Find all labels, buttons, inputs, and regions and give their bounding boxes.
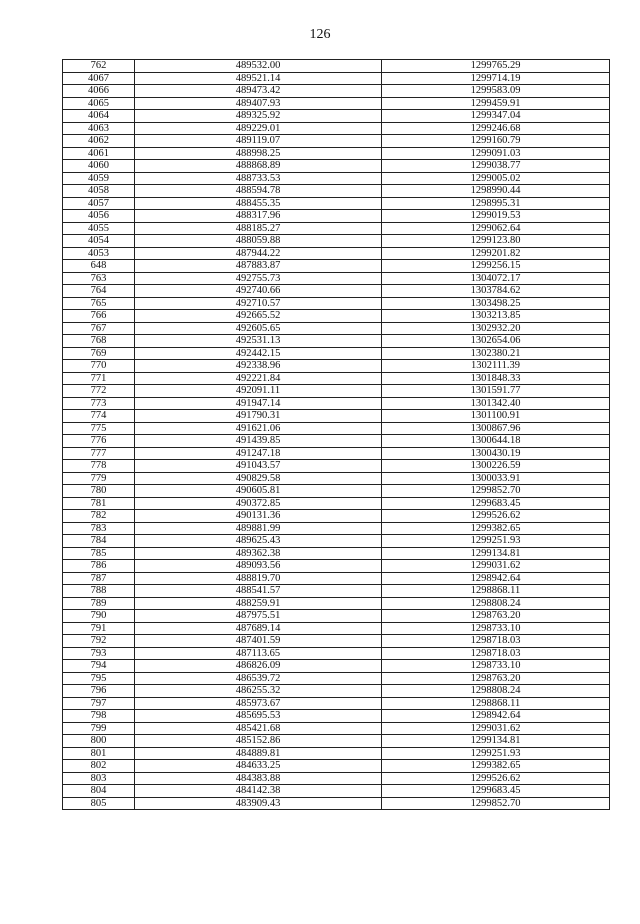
y-coordinate-cell: 1298990.44 <box>382 185 610 198</box>
x-coordinate-cell: 489625.43 <box>135 535 382 548</box>
table-row <box>63 122 610 135</box>
table-row <box>63 247 610 260</box>
x-coordinate-cell: 490829.58 <box>135 472 382 485</box>
table-row <box>63 372 610 385</box>
x-coordinate-cell: 491621.06 <box>135 422 382 435</box>
y-coordinate-cell: 1302111.39 <box>382 360 610 373</box>
y-coordinate-cell: 1299160.79 <box>382 135 610 148</box>
point-number-cell: 779 <box>63 472 135 485</box>
x-coordinate-cell: 491043.57 <box>135 460 382 473</box>
x-coordinate-cell: 489093.56 <box>135 560 382 573</box>
point-number-cell: 796 <box>63 685 135 698</box>
x-coordinate-cell: 492740.66 <box>135 285 382 298</box>
x-coordinate-cell: 484633.25 <box>135 760 382 773</box>
point-number-cell: 788 <box>63 585 135 598</box>
y-coordinate-cell: 1298868.11 <box>382 697 610 710</box>
point-number-cell: 789 <box>63 597 135 610</box>
point-number-cell: 801 <box>63 747 135 760</box>
table-row <box>63 285 610 298</box>
point-number-cell: 4058 <box>63 185 135 198</box>
x-coordinate-cell: 490605.81 <box>135 485 382 498</box>
x-coordinate-cell: 485421.68 <box>135 722 382 735</box>
point-number-cell: 793 <box>63 647 135 660</box>
x-coordinate-cell: 485152.86 <box>135 735 382 748</box>
x-coordinate-cell: 489521.14 <box>135 72 382 85</box>
table-row <box>63 310 610 323</box>
x-coordinate-cell: 484383.88 <box>135 772 382 785</box>
page-number: 126 <box>309 27 331 42</box>
point-number-cell: 798 <box>63 710 135 723</box>
y-coordinate-cell: 1299062.64 <box>382 222 610 235</box>
table-row <box>63 510 610 523</box>
x-coordinate-cell: 492091.11 <box>135 385 382 398</box>
table-row <box>63 197 610 210</box>
x-coordinate-cell: 489532.00 <box>135 60 382 73</box>
table-row <box>63 747 610 760</box>
x-coordinate-cell: 488059.88 <box>135 235 382 248</box>
table-row <box>63 235 610 248</box>
table-row <box>63 547 610 560</box>
x-coordinate-cell: 492755.73 <box>135 272 382 285</box>
x-coordinate-cell: 486826.09 <box>135 660 382 673</box>
x-coordinate-cell: 491790.31 <box>135 410 382 423</box>
x-coordinate-cell: 491247.18 <box>135 447 382 460</box>
point-number-cell: 4060 <box>63 160 135 173</box>
point-number-cell: 781 <box>63 497 135 510</box>
table-row <box>63 147 610 160</box>
point-number-cell: 648 <box>63 260 135 273</box>
table-row <box>63 185 610 198</box>
table-row <box>63 772 610 785</box>
table-row <box>63 335 610 348</box>
y-coordinate-cell: 1301591.77 <box>382 385 610 398</box>
point-number-cell: 786 <box>63 560 135 573</box>
y-coordinate-cell: 1298718.03 <box>382 647 610 660</box>
y-coordinate-cell: 1299201.82 <box>382 247 610 260</box>
point-number-cell: 4059 <box>63 172 135 185</box>
table-row <box>63 272 610 285</box>
y-coordinate-cell: 1298808.24 <box>382 685 610 698</box>
y-coordinate-cell: 1298808.24 <box>382 597 610 610</box>
x-coordinate-cell: 487975.51 <box>135 610 382 623</box>
y-coordinate-cell: 1299256.15 <box>382 260 610 273</box>
table-row <box>63 222 610 235</box>
x-coordinate-cell: 489407.93 <box>135 97 382 110</box>
table-row <box>63 397 610 410</box>
table-row <box>63 460 610 473</box>
table-row <box>63 710 610 723</box>
table-row <box>63 260 610 273</box>
table-row <box>63 297 610 310</box>
y-coordinate-cell: 1298763.20 <box>382 610 610 623</box>
x-coordinate-cell: 485973.67 <box>135 697 382 710</box>
table-row <box>63 585 610 598</box>
y-coordinate-cell: 1299526.62 <box>382 772 610 785</box>
point-number-cell: 799 <box>63 722 135 735</box>
y-coordinate-cell: 1299005.02 <box>382 172 610 185</box>
point-number-cell: 777 <box>63 447 135 460</box>
x-coordinate-cell: 487944.22 <box>135 247 382 260</box>
point-number-cell: 770 <box>63 360 135 373</box>
y-coordinate-cell: 1299134.81 <box>382 547 610 560</box>
y-coordinate-cell: 1299246.68 <box>382 122 610 135</box>
table-row <box>63 435 610 448</box>
table-row <box>63 722 610 735</box>
point-number-cell: 797 <box>63 697 135 710</box>
point-number-cell: 792 <box>63 635 135 648</box>
y-coordinate-cell: 1299459.91 <box>382 97 610 110</box>
point-number-cell: 764 <box>63 285 135 298</box>
table-row <box>63 522 610 535</box>
y-coordinate-cell: 1299031.62 <box>382 722 610 735</box>
x-coordinate-cell: 492531.13 <box>135 335 382 348</box>
table-row <box>63 97 610 110</box>
point-number-cell: 773 <box>63 397 135 410</box>
table-row <box>63 660 610 673</box>
y-coordinate-cell: 1299134.81 <box>382 735 610 748</box>
point-number-cell: 776 <box>63 435 135 448</box>
table-row <box>63 535 610 548</box>
x-coordinate-cell: 491947.14 <box>135 397 382 410</box>
point-number-cell: 802 <box>63 760 135 773</box>
x-coordinate-cell: 486539.72 <box>135 672 382 685</box>
x-coordinate-cell: 489119.07 <box>135 135 382 148</box>
point-number-cell: 4054 <box>63 235 135 248</box>
y-coordinate-cell: 1301100.91 <box>382 410 610 423</box>
table-row <box>63 72 610 85</box>
point-number-cell: 780 <box>63 485 135 498</box>
x-coordinate-cell: 487689.14 <box>135 622 382 635</box>
y-coordinate-cell: 1302932.20 <box>382 322 610 335</box>
table-row <box>63 360 610 373</box>
point-number-cell: 4055 <box>63 222 135 235</box>
table-row <box>63 597 610 610</box>
y-coordinate-cell: 1300226.59 <box>382 460 610 473</box>
point-number-cell: 769 <box>63 347 135 360</box>
point-number-cell: 4065 <box>63 97 135 110</box>
x-coordinate-cell: 485695.53 <box>135 710 382 723</box>
point-number-cell: 768 <box>63 335 135 348</box>
point-number-cell: 4061 <box>63 147 135 160</box>
y-coordinate-cell: 1303498.25 <box>382 297 610 310</box>
point-number-cell: 791 <box>63 622 135 635</box>
x-coordinate-cell: 488259.91 <box>135 597 382 610</box>
point-number-cell: 4066 <box>63 85 135 98</box>
point-number-cell: 794 <box>63 660 135 673</box>
point-number-cell: 772 <box>63 385 135 398</box>
table-row <box>63 685 610 698</box>
table-row <box>63 622 610 635</box>
point-number-cell: 782 <box>63 510 135 523</box>
y-coordinate-cell: 1301848.33 <box>382 372 610 385</box>
table-row <box>63 572 610 585</box>
point-number-cell: 783 <box>63 522 135 535</box>
x-coordinate-cell: 492605.65 <box>135 322 382 335</box>
y-coordinate-cell: 1300033.91 <box>382 472 610 485</box>
y-coordinate-cell: 1299526.62 <box>382 510 610 523</box>
point-number-cell: 767 <box>63 322 135 335</box>
point-number-cell: 785 <box>63 547 135 560</box>
y-coordinate-cell: 1300644.18 <box>382 435 610 448</box>
y-coordinate-cell: 1299038.77 <box>382 160 610 173</box>
y-coordinate-cell: 1298763.20 <box>382 672 610 685</box>
table-row <box>63 85 610 98</box>
table-row <box>63 797 610 810</box>
y-coordinate-cell: 1298995.31 <box>382 197 610 210</box>
point-number-cell: 790 <box>63 610 135 623</box>
point-number-cell: 787 <box>63 572 135 585</box>
coordinates-table <box>62 59 610 810</box>
y-coordinate-cell: 1299852.70 <box>382 485 610 498</box>
table-row <box>63 447 610 460</box>
y-coordinate-cell: 1304072.17 <box>382 272 610 285</box>
y-coordinate-cell: 1302654.06 <box>382 335 610 348</box>
point-number-cell: 804 <box>63 785 135 798</box>
y-coordinate-cell: 1299251.93 <box>382 535 610 548</box>
x-coordinate-cell: 492710.57 <box>135 297 382 310</box>
table-row <box>63 697 610 710</box>
y-coordinate-cell: 1303784.62 <box>382 285 610 298</box>
x-coordinate-cell: 488455.35 <box>135 197 382 210</box>
y-coordinate-cell: 1298942.64 <box>382 572 610 585</box>
y-coordinate-cell: 1299123.80 <box>382 235 610 248</box>
point-number-cell: 784 <box>63 535 135 548</box>
table-row <box>63 385 610 398</box>
x-coordinate-cell: 490131.36 <box>135 510 382 523</box>
table-row <box>63 760 610 773</box>
table-row <box>63 322 610 335</box>
x-coordinate-cell: 487883.87 <box>135 260 382 273</box>
y-coordinate-cell: 1300867.96 <box>382 422 610 435</box>
x-coordinate-cell: 488541.57 <box>135 585 382 598</box>
x-coordinate-cell: 489881.99 <box>135 522 382 535</box>
x-coordinate-cell: 488185.27 <box>135 222 382 235</box>
x-coordinate-cell: 491439.85 <box>135 435 382 448</box>
table-row <box>63 560 610 573</box>
table-row <box>63 485 610 498</box>
point-number-cell: 766 <box>63 310 135 323</box>
y-coordinate-cell: 1298733.10 <box>382 660 610 673</box>
x-coordinate-cell: 488819.70 <box>135 572 382 585</box>
x-coordinate-cell: 492221.84 <box>135 372 382 385</box>
x-coordinate-cell: 489473.42 <box>135 85 382 98</box>
x-coordinate-cell: 484889.81 <box>135 747 382 760</box>
x-coordinate-cell: 492665.52 <box>135 310 382 323</box>
y-coordinate-cell: 1298942.64 <box>382 710 610 723</box>
y-coordinate-cell: 1299382.65 <box>382 760 610 773</box>
point-number-cell: 4053 <box>63 247 135 260</box>
table-row <box>63 422 610 435</box>
x-coordinate-cell: 484142.38 <box>135 785 382 798</box>
table-row <box>63 347 610 360</box>
x-coordinate-cell: 488733.53 <box>135 172 382 185</box>
y-coordinate-cell: 1300430.19 <box>382 447 610 460</box>
y-coordinate-cell: 1299583.09 <box>382 85 610 98</box>
point-number-cell: 762 <box>63 60 135 73</box>
point-number-cell: 4064 <box>63 110 135 123</box>
point-number-cell: 763 <box>63 272 135 285</box>
table-row <box>63 160 610 173</box>
table-row <box>63 497 610 510</box>
point-number-cell: 800 <box>63 735 135 748</box>
coordinates-table-body <box>63 60 610 810</box>
point-number-cell: 775 <box>63 422 135 435</box>
table-row <box>63 647 610 660</box>
point-number-cell: 805 <box>63 797 135 810</box>
y-coordinate-cell: 1298718.03 <box>382 635 610 648</box>
point-number-cell: 4057 <box>63 197 135 210</box>
point-number-cell: 771 <box>63 372 135 385</box>
y-coordinate-cell: 1299347.04 <box>382 110 610 123</box>
y-coordinate-cell: 1299091.03 <box>382 147 610 160</box>
table-row <box>63 472 610 485</box>
y-coordinate-cell: 1298733.10 <box>382 622 610 635</box>
table-row <box>63 735 610 748</box>
table-row <box>63 135 610 148</box>
point-number-cell: 774 <box>63 410 135 423</box>
y-coordinate-cell: 1299852.70 <box>382 797 610 810</box>
y-coordinate-cell: 1299683.45 <box>382 785 610 798</box>
y-coordinate-cell: 1299714.19 <box>382 72 610 85</box>
y-coordinate-cell: 1299683.45 <box>382 497 610 510</box>
y-coordinate-cell: 1299251.93 <box>382 747 610 760</box>
y-coordinate-cell: 1299382.65 <box>382 522 610 535</box>
point-number-cell: 4056 <box>63 210 135 223</box>
point-number-cell: 4062 <box>63 135 135 148</box>
x-coordinate-cell: 488868.89 <box>135 160 382 173</box>
point-number-cell: 765 <box>63 297 135 310</box>
x-coordinate-cell: 486255.32 <box>135 685 382 698</box>
point-number-cell: 803 <box>63 772 135 785</box>
point-number-cell: 4063 <box>63 122 135 135</box>
x-coordinate-cell: 488998.25 <box>135 147 382 160</box>
table-row <box>63 172 610 185</box>
y-coordinate-cell: 1303213.85 <box>382 310 610 323</box>
x-coordinate-cell: 487113.65 <box>135 647 382 660</box>
x-coordinate-cell: 487401.59 <box>135 635 382 648</box>
point-number-cell: 4067 <box>63 72 135 85</box>
point-number-cell: 795 <box>63 672 135 685</box>
x-coordinate-cell: 489362.38 <box>135 547 382 560</box>
y-coordinate-cell: 1299019.53 <box>382 210 610 223</box>
y-coordinate-cell: 1299031.62 <box>382 560 610 573</box>
table-row <box>63 610 610 623</box>
x-coordinate-cell: 492442.15 <box>135 347 382 360</box>
table-row <box>63 635 610 648</box>
x-coordinate-cell: 489229.01 <box>135 122 382 135</box>
table-row <box>63 785 610 798</box>
table-row <box>63 110 610 123</box>
table-row <box>63 410 610 423</box>
x-coordinate-cell: 489325.92 <box>135 110 382 123</box>
table-row <box>63 60 610 73</box>
x-coordinate-cell: 483909.43 <box>135 797 382 810</box>
x-coordinate-cell: 492338.96 <box>135 360 382 373</box>
y-coordinate-cell: 1298868.11 <box>382 585 610 598</box>
y-coordinate-cell: 1302380.21 <box>382 347 610 360</box>
table-row <box>63 210 610 223</box>
y-coordinate-cell: 1301342.40 <box>382 397 610 410</box>
table-row <box>63 672 610 685</box>
point-number-cell: 778 <box>63 460 135 473</box>
x-coordinate-cell: 490372.85 <box>135 497 382 510</box>
x-coordinate-cell: 488594.78 <box>135 185 382 198</box>
y-coordinate-cell: 1299765.29 <box>382 60 610 73</box>
x-coordinate-cell: 488317.96 <box>135 210 382 223</box>
